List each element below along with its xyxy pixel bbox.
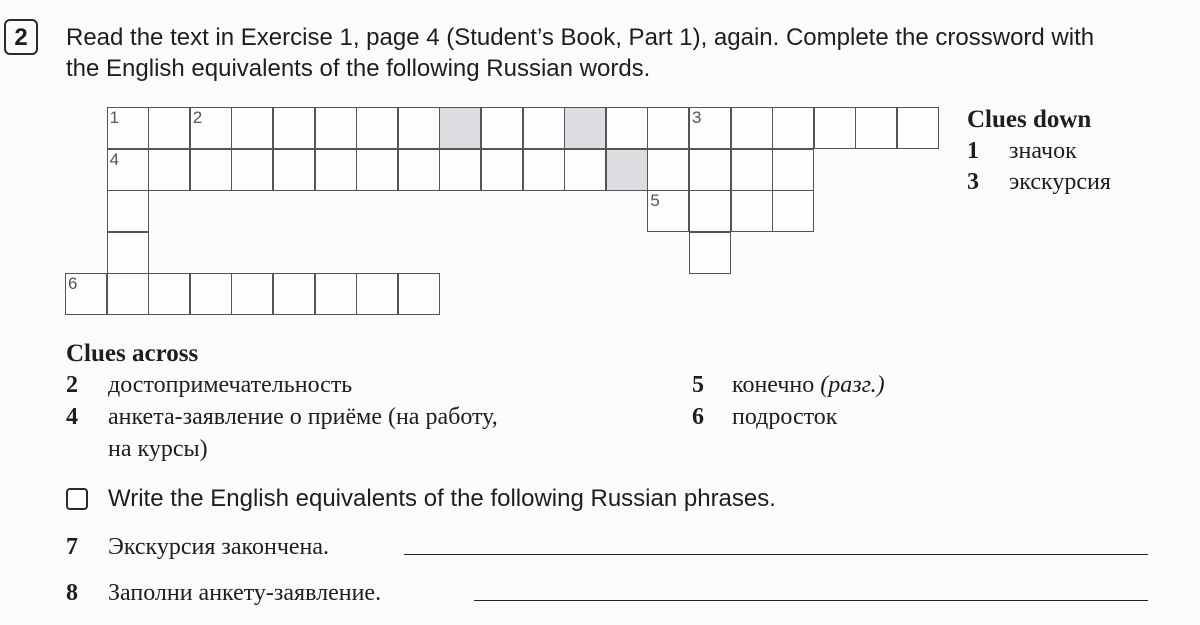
- clue-across-2: [66, 372, 352, 399]
- clue-text: анкета-заявление о приёме (на работу,: [108, 404, 498, 430]
- crossword-cell[interactable]: [689, 190, 731, 232]
- cell-number: 6: [68, 274, 78, 294]
- clue-text: значок: [1009, 138, 1077, 164]
- crossword-cell[interactable]: [772, 107, 814, 149]
- crossword-cell[interactable]: [273, 273, 315, 315]
- exercise-instruction: [66, 22, 1176, 84]
- clue-note: (разг.): [820, 372, 885, 398]
- crossword-cell[interactable]: [107, 190, 149, 232]
- cell-number: 2: [192, 108, 203, 127]
- cell-number: 4: [109, 149, 120, 169]
- clue-text: конечно: [732, 372, 815, 398]
- crossword-cell[interactable]: [356, 273, 398, 315]
- phrase-8: [66, 580, 381, 607]
- crossword-cell[interactable]: [273, 107, 315, 149]
- crossword-cell[interactable]: [523, 107, 565, 149]
- cell-number: 5: [650, 191, 660, 211]
- crossword-cell[interactable]: [398, 273, 440, 315]
- cell-number: 3: [692, 108, 702, 127]
- crossword-cell[interactable]: [481, 149, 523, 191]
- crossword-cell[interactable]: [356, 149, 398, 191]
- clue-across-4-continued: на курсы): [108, 436, 208, 462]
- crossword-cell[interactable]: [190, 273, 232, 315]
- crossword-cell[interactable]: [107, 232, 149, 274]
- crossword-cell[interactable]: [356, 107, 398, 149]
- phrase-text: Экскурсия закончена.: [108, 534, 330, 560]
- crossword-cell[interactable]: [772, 190, 814, 232]
- crossword-cell[interactable]: [772, 149, 814, 191]
- crossword-cell[interactable]: [107, 273, 149, 315]
- clue-across-5: [692, 372, 885, 399]
- clue-across-4: [66, 404, 498, 431]
- crossword-cell[interactable]: [481, 107, 523, 149]
- crossword-cell[interactable]: [523, 149, 565, 191]
- task-checkbox[interactable]: [66, 488, 88, 510]
- crossword-cell[interactable]: [731, 190, 773, 232]
- crossword-cell[interactable]: [148, 107, 190, 149]
- crossword-cell[interactable]: [647, 107, 689, 149]
- crossword-cell[interactable]: [231, 107, 273, 149]
- clues-down-heading: Clues down: [967, 106, 1092, 133]
- crossword-cell-2[interactable]: [190, 107, 232, 149]
- clues-across-heading: Clues across: [66, 340, 199, 367]
- crossword-cell[interactable]: [231, 149, 273, 191]
- answer-line-8[interactable]: [474, 600, 1148, 601]
- cell-number: 1: [109, 108, 120, 127]
- exercise-number-badge: 2: [4, 19, 38, 55]
- crossword-cell[interactable]: [315, 149, 357, 191]
- crossword-cell[interactable]: [439, 107, 481, 149]
- crossword-cell[interactable]: [855, 107, 897, 149]
- phrase-text: Заполни анкету-заявление.: [108, 580, 382, 606]
- crossword-cell[interactable]: [148, 273, 190, 315]
- clue-text: экскурсия: [1009, 169, 1111, 195]
- clue-down-3: [967, 169, 1111, 196]
- clue-down-1: [967, 138, 1111, 165]
- crossword-cell[interactable]: [439, 149, 481, 191]
- crossword-cell-3[interactable]: [689, 107, 731, 149]
- crossword-cell[interactable]: [814, 107, 856, 149]
- crossword-cell[interactable]: [897, 107, 939, 149]
- phrase-number: 7: [66, 534, 78, 560]
- clue-across-6: [692, 404, 837, 431]
- crossword-cell[interactable]: [606, 149, 648, 191]
- answer-line-7[interactable]: [404, 554, 1148, 555]
- clue-number: 1: [967, 138, 979, 164]
- phrases-instruction: Write the English equivalents of the following Russian phrases.: [108, 485, 776, 512]
- crossword-cell-6[interactable]: [65, 273, 107, 315]
- crossword-cell-4[interactable]: [107, 149, 149, 191]
- crossword-cell[interactable]: [273, 149, 315, 191]
- crossword-cell[interactable]: [647, 149, 689, 191]
- clues-down: [967, 106, 1111, 196]
- clue-number: 4: [66, 404, 78, 430]
- crossword-cell[interactable]: [315, 107, 357, 149]
- crossword-cell[interactable]: [398, 107, 440, 149]
- crossword-cell[interactable]: [564, 107, 606, 149]
- crossword-cell[interactable]: [148, 149, 190, 191]
- crossword-cell[interactable]: [564, 149, 606, 191]
- crossword-cell[interactable]: [606, 107, 648, 149]
- crossword-cell[interactable]: [231, 273, 273, 315]
- crossword-cell[interactable]: [731, 149, 773, 191]
- clue-text: достопримечательность: [108, 372, 353, 398]
- crossword-cell[interactable]: [689, 232, 731, 274]
- clue-number: 5: [692, 372, 704, 398]
- crossword-cell[interactable]: [190, 149, 232, 191]
- phrase-7: [66, 534, 329, 561]
- crossword-cell-1[interactable]: [107, 107, 149, 149]
- instruction-line-1: Read the text in Exercise 1, page 4 (Student’s Book, Part 1), again. Complete the crossword with: [66, 24, 1095, 51]
- clue-number: 6: [692, 404, 704, 430]
- clue-number: 3: [967, 169, 979, 195]
- crossword-cell[interactable]: [689, 149, 731, 191]
- instruction-line-2: the English equivalents of the following Russian words.: [66, 55, 651, 82]
- crossword-cell[interactable]: [731, 107, 773, 149]
- crossword-cell[interactable]: [315, 273, 357, 315]
- crossword-cell[interactable]: [398, 149, 440, 191]
- clue-text: подросток: [732, 404, 838, 430]
- crossword-cell-5[interactable]: [647, 190, 689, 232]
- phrase-number: 8: [66, 580, 78, 606]
- clue-number: 2: [66, 372, 78, 398]
